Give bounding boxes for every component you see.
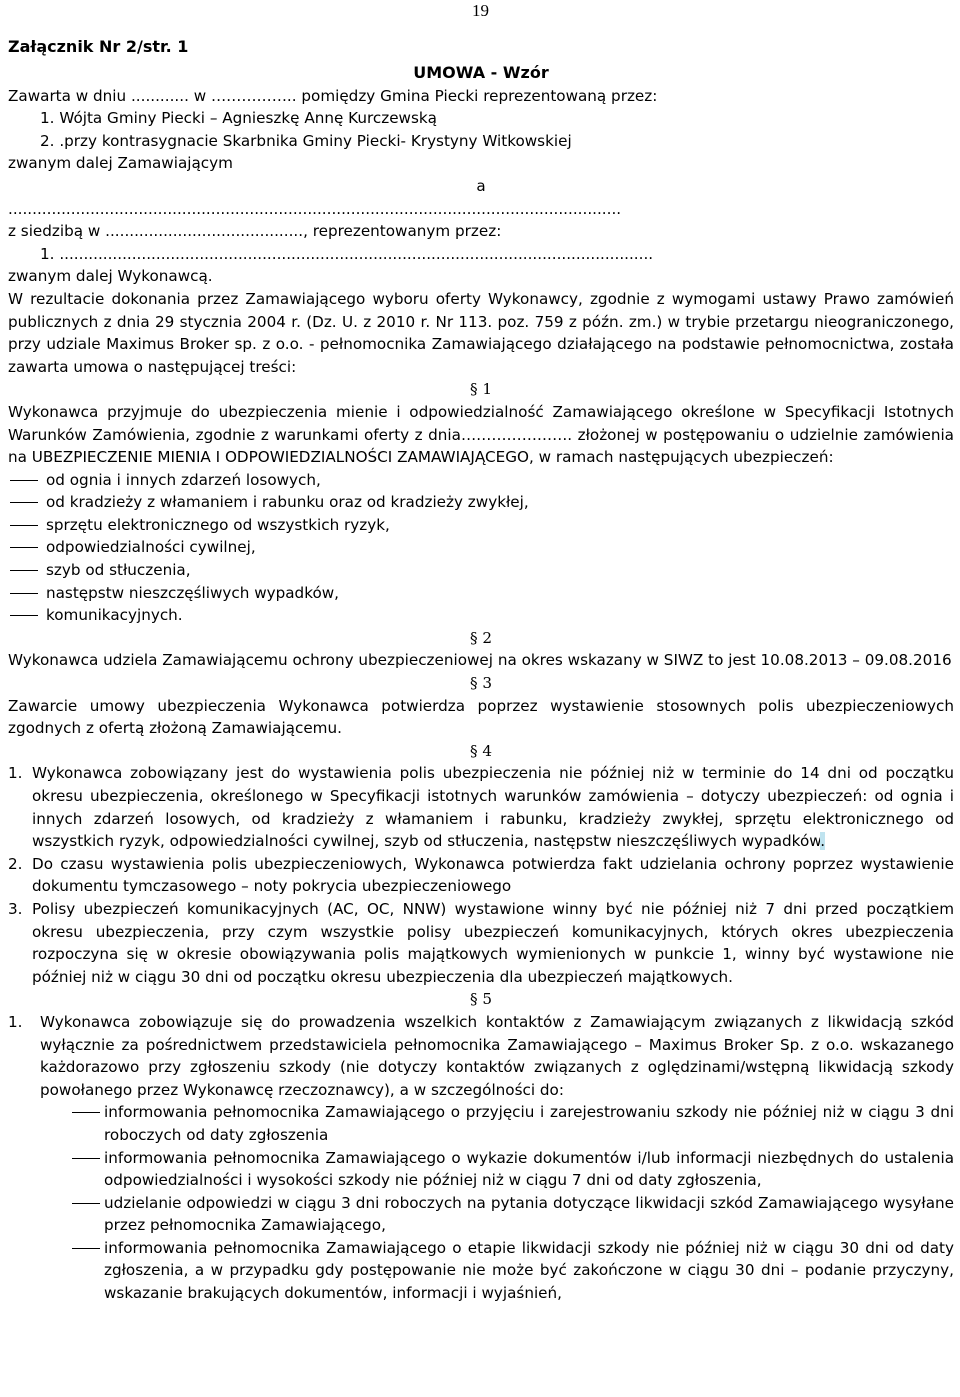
list-item: udzielanie odpowiedzi w ciągu 3 dni roboczych na pytania dotyczące likwidacji szkód Zamawiającego wysyłane przez pełnomocnika Zamawiającego, bbox=[40, 1192, 954, 1237]
siedziba-line: z siedzibą w ........................................., reprezentowanym przez: bbox=[8, 222, 502, 241]
document-body bbox=[8, 62, 954, 1305]
item-number: 3. bbox=[8, 899, 23, 918]
section-2-heading: § 2 bbox=[469, 628, 493, 647]
section-1-heading: § 1 bbox=[469, 380, 493, 399]
and-separator: a bbox=[476, 176, 486, 195]
list-item: odpowiedzialności cywilnej, bbox=[8, 536, 954, 559]
item-text: Wykonawca zobowiązuje się do prowadzenia wszelkich kontaktów z Zamawiającym związanych z likwidacją szkód wyłącznie za pośrednictwem przedstawiciela pełnomocnika Zamawiającego – Maximus Broker Sp. z o.o. wskazanego każdorazowo przy zgłoszeniu szkody (nie dotyczy kontaktów związanych z oględzinami/wstępną likwidacją szkody powołanego przez Wykonawcę rzeczoznawcy), a w szczególności do: bbox=[40, 1012, 954, 1099]
document-title: UMOWA - Wzór bbox=[413, 63, 549, 82]
section-4-list bbox=[8, 762, 954, 988]
item-number: 1. bbox=[8, 1012, 23, 1031]
insurance-types-list bbox=[8, 469, 954, 627]
attachment-label: Załącznik Nr 2/str. 1 bbox=[8, 37, 189, 56]
list-item bbox=[8, 1011, 954, 1305]
section-4-heading: § 4 bbox=[469, 741, 493, 760]
item-number: 1. bbox=[8, 764, 23, 783]
list-item bbox=[8, 853, 954, 898]
obligations-list bbox=[40, 1101, 954, 1304]
page-number: 19 bbox=[472, 1, 489, 20]
list-item bbox=[8, 762, 954, 852]
contractor-name-blank: ............................................................................................................................... bbox=[8, 199, 622, 218]
list-item: następstw nieszczęśliwych wypadków, bbox=[8, 582, 954, 605]
list-item: informowania pełnomocnika Zamawiającego o przyjęciu i zarejestrowaniu szkody nie później niż w ciągu 3 dni roboczych od daty zgłoszenia bbox=[40, 1101, 954, 1146]
representative-1: 1. Wójta Gminy Piecki – Agnieszkę Annę Kurczewską bbox=[40, 109, 437, 128]
section-5-list bbox=[8, 1011, 954, 1305]
item-number: 2. bbox=[8, 854, 23, 873]
section-5-heading: § 5 bbox=[469, 990, 493, 1009]
list-item: informowania pełnomocnika Zamawiającego o etapie likwidacji szkody nie później niż w ciągu 30 dni od daty zgłoszenia, a w przypadku gdy postępowanie nie może być zakończone w ciągu 30 dni – podanie przyczyny, wskazanie brakujących dokumentów, informacji i wyjaśnień, bbox=[40, 1237, 954, 1305]
section-2-text: Wykonawca udziela Zamawiającemu ochrony ubezpieczeniowej na okres wskazany w SIWZ to jest 10.08.2013 – 09.08.2016 bbox=[8, 651, 952, 670]
item-text: Do czasu wystawienia polis ubezpieczeniowych, Wykonawca potwierdza fakt udzielania ochrony poprzez wystawienie dokumentu tymczasowego – noty pokrycia ubezpieczeniowego bbox=[32, 854, 954, 896]
list-item bbox=[8, 898, 954, 988]
preamble: W rezultacie dokonania przez Zamawiającego wyboru oferty Wykonawcy, zgodnie z wymogami ustawy Prawo zamówień publicznych z dnia 29 stycznia 2004 r. (Dz. U. z 2010 r. Nr 113. poz. 759 z późn. zm.) w trybie przetargu nieograniczonego, przy udziale Maximus Broker sp. z o.o. - pełnomocnika Zamawiającego działającego na podstawie pełnomocnictwa, została zawarta umowa o następującej treści: bbox=[8, 289, 954, 376]
list-item: sprzętu elektronicznego od wszystkich ryzyk, bbox=[8, 514, 954, 537]
list-item: informowania pełnomocnika Zamawiającego o wykazie dokumentów i/lub informacji niezbędnych do ustalenia odpowiedzialności i wysokości szkody nie później niż w ciągu 7 dni od daty zgłoszenia, bbox=[40, 1147, 954, 1192]
list-item: komunikacyjnych. bbox=[8, 604, 954, 627]
highlighted-period: . bbox=[820, 832, 826, 851]
contractor-rep-blank: 1. ........................................................................................................................... bbox=[40, 244, 654, 263]
list-item: od kradzieży z włamaniem i rabunku oraz od kradzieży zwykłej, bbox=[8, 491, 954, 514]
section-3-text: Zawarcie umowy ubezpieczenia Wykonawca potwierdza poprzez wystawienie stosownych polis ubezpieczeniowych zgodnych z ofertą złożoną Zamawiającemu. bbox=[8, 696, 954, 738]
list-item: szyb od stłuczenia, bbox=[8, 559, 954, 582]
intro-line: Zawarta w dniu ............ w …………….. pomiędzy Gmina Piecki reprezentowaną przez: bbox=[8, 86, 658, 105]
zamawiajacy-line: zwanym dalej Zamawiającym bbox=[8, 154, 233, 173]
item-text: Wykonawca zobowiązany jest do wystawienia polis ubezpieczenia nie później niż w terminie do 14 dni od początku okresu ubezpieczenia, określonego w Specyfikacji istotnych warunków zamówienia – dotyczy ubezpieczeń: od ognia i innych zdarzeń losowych, od kradzieży z włamaniem i rabunku, kradzieży zwykłej, sprzętu elektronicznego od wszystkich ryzyk, odpowiedzialności cywilnej, szyb od stłuczenia, następstw nieszczęśliwych wypadków bbox=[32, 764, 954, 851]
representative-2: 2. .przy kontrasygnacie Skarbnika Gminy Piecki- Krystyny Witkowskiej bbox=[40, 131, 572, 150]
wykonawca-line: zwanym dalej Wykonawcą. bbox=[8, 267, 213, 286]
item-text: Polisy ubezpieczeń komunikacyjnych (AC, OC, NNW) wystawione winny być nie później niż 7 dni przed początkiem okresu ubezpieczenia, przy czym wszystkie polisy ubezpieczeń komunikacyjnych, których okres ubezpieczenia rozpoczyna się w okresie obowiązywania polis majątkowych wymienionych w punkcie 1, winny być wystawione nie później niż w ciągu 30 dni od początku okresu ubezpieczenia dla ubezpieczeń majątkowych. bbox=[32, 899, 954, 986]
list-item: od ognia i innych zdarzeń losowych, bbox=[8, 469, 954, 492]
section-1-text: Wykonawca przyjmuje do ubezpieczenia mienie i odpowiedzialność Zamawiającego określone w Specyfikacji Istotnych Warunków Zamówienia, zgodnie z warunkami oferty z dnia…………………. złożonej w postępowaniu o udzielnie zamówienia na UBEZPIECZENIE MIENIA I ODPOWIEDZIALNOŚCI ZAMAWIAJĄCEGO, w ramach następujących ubezpieczeń: bbox=[8, 402, 954, 467]
section-3-heading: § 3 bbox=[469, 674, 493, 693]
